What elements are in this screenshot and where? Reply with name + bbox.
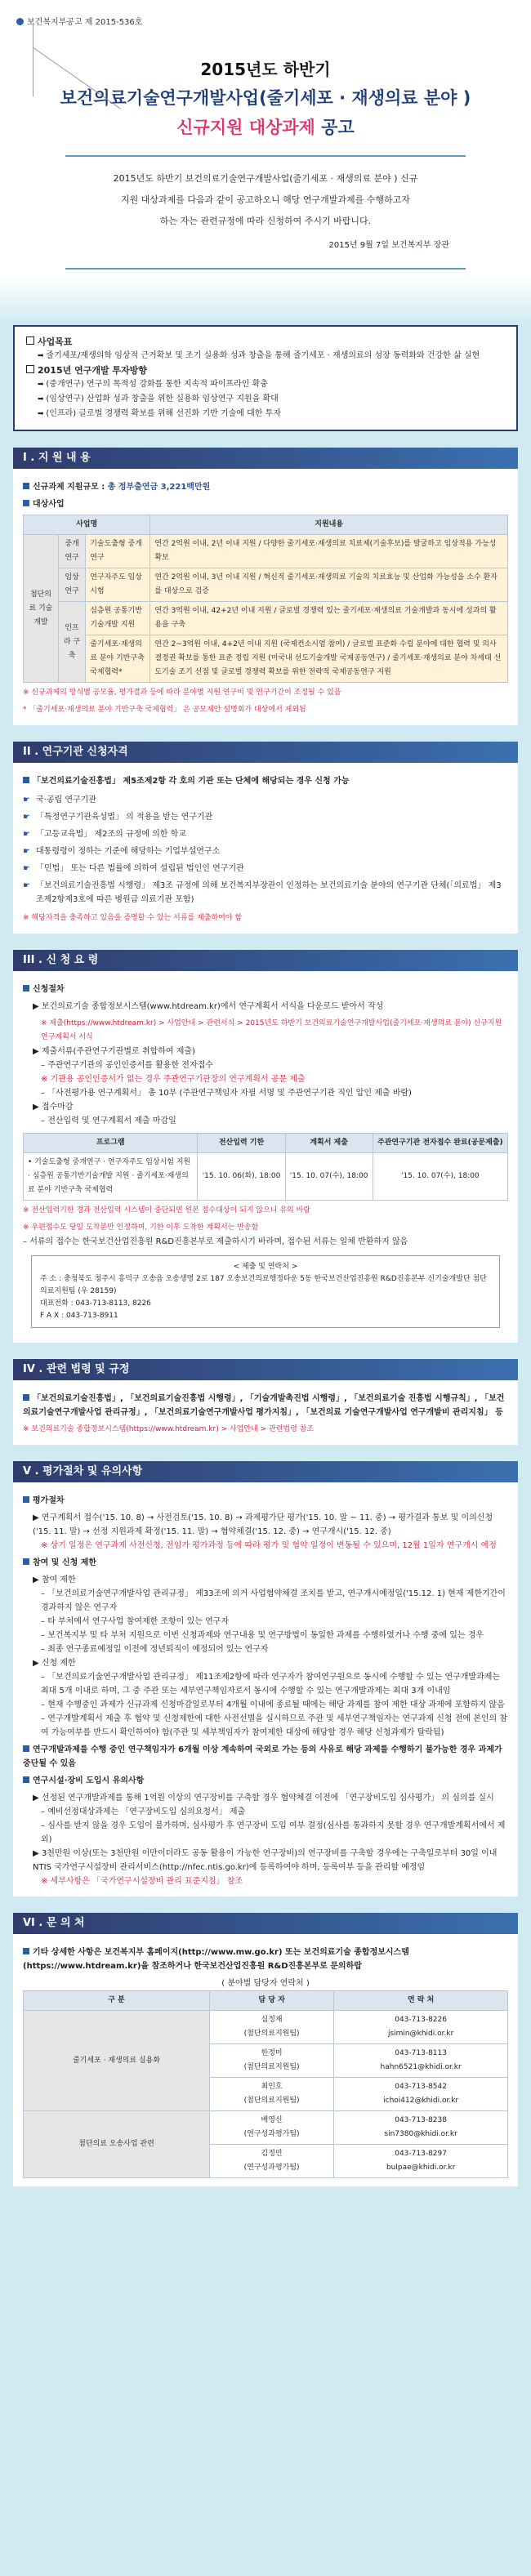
square-icon <box>23 1558 29 1565</box>
square-icon <box>23 500 29 506</box>
square-icon <box>26 365 34 373</box>
section-title: I . 지 원 내 용 <box>13 448 518 469</box>
section-application: III . 신 청 요 령 신청절차 ▶ 보건의료기술 종합정보시스템(www.htdream.kr)에서 연구계획서 서식을 다운로드 받아서 작성 ※ 제출(https://www.htdream.kr) > 사업안내 > 관련서식 > 2015년도 하반기 보건의료기술연구개발사업(줄기세포·재생의료 분야) 신규지원 연구계획서 서식 ▶ 제출서류(주관연구기관별로 취합하여 제출) – 주관연구기관의 공인인증서를 활용한 전자접수 ※ 기관용 공인인증서가 없는 경우 주관연구기관장의 연구계획서 공문 제출 – 「사전평가용 연구계획서」 총 10부 (주관연구책임자 자필 서명 및 주관연구기관 직인 압인 제출 바람) ▶ 접수마감 – 전산입력 및 연구계획서 제출 마감일 프로그램 전산입력 기한 계획서 제출 주관연구기관 전자접수 완료(공문제출) • 기술도출형 중개연구 · 연구자주도 임상시험 지원 · 심층원 공통기반기술개발 지원 · 줄기세포·재생의료 분야 기반구축 국제협력 '15. 10. 06(화), 18:00 '15. 10. 07(수), 18:00 '15. 10. 07(수), 18:00 ※ 전산입력기한 경과 전산입력 시스템이 중단되면 원본 접수대상이 되지 않으니 유의 바람 ※ 우편접수도 당일 도착분만 인정하며, 기한 이후 도착한 계획서는 반송함 – 서류의 접수는 한국보건산업진흥원 R&D진흥본부로 제출하시기 바라며, 접수된 서류는 일체 반환하지 않음 < 제출 및 연락처 > 주 소 : 충청북도 청주시 흥덕구 오송읍 오송생명 2로 187 오송보건의료행정타운 5동 한국보건산업진흥원 R&D진흥본부 신기술개발단 첨단의료지원팀 (우 28159) 대표전화 : 043-713-8113, 8226 F A X : 043-713-8911 <box>13 950 518 1343</box>
square-icon <box>23 1496 29 1503</box>
title-line-2: 보건의료기술연구개발사업(줄기세포 · 재생의료 분야 ) <box>60 88 471 108</box>
section-title: V . 평가절차 및 유의사항 <box>13 1461 518 1482</box>
square-icon <box>23 1776 29 1783</box>
square-icon <box>23 1948 29 1954</box>
decorative-lines <box>33 23 148 96</box>
square-icon <box>23 985 29 992</box>
support-table: 사업명 지원내용 첨단의료 기술개발 중개연구 기술도출형 중개연구 연간 2억원 이내, 2년 이내 지원 / 다양한 줄기세포·재생의료 치료제(기술후보)를 발굴하고 임상적용 가능성 확보 임상연구 연구자주도 임상시험 연간 2억원 이내, 3년 이내 지원 / 혁신적 줄기세포·재생의료 기술의 치료효능 및 산업화 가능성을 소수 환자를 대상으로 검증 인프라 구축 심층원 공통기반 기술개발 지원 연간 3억원 이내, 42+2년 이내 지원 / 글로벌 경쟁력 있는 줄기세포·재생의료 기술개발과 동시에 성과의 활용을 구축 줄기세포·재생의료 분야 기반구축 국제협력* 연간 2~3억원 이내, 4+2년 이내 지원 (국제컨소시엄 참여) / 글로벌 표준화 수립 분야에 대한 협력 및 의사결정권 확보를 통한 표준 정립 지원 (미국내 선도기술개발 국제공동연구) / 줄기세포·재생의료 분야 차세대 선도기술 조기 선점 및 글로벌 경쟁력 확보를 위한 전략적 국제공동연구 지원 <box>23 515 508 683</box>
section-support: I . 지 원 내 용 신규과제 지원규모 : 총 정부출연금 3,221백만원 대상사업 사업명 지원내용 첨단의료 기술개발 중개연구 기술도출형 중개연구 연간 2억원 이내, 2년 이내 지원 / 다양한 줄기세포·재생의료 치료제(기술후보)를 발굴하고 임상적용 가능성 확보 임상연구 연구자주도 임상시험 연간 2억원 이내, 3년 이내 지원 / 혁신적 줄기세포·재생의료 기술의 치료효능 및 산업화 가능성을 소수 환자를 대상으로 검증 인프라 구축 심층원 공통기반 기술개발 지원 연간 3억원 이내, 42+2년 이내 지원 / 글로벌 경쟁력 있는 줄기세포·재생의료 기술개발과 동시에 성과의 활용을 구축 줄기세포·재생의료 분야 기반구축 국제협력* 연간 2~3억원 이내, 4+2년 이내 지원 (국제컨소시엄 참여) / 글로벌 표준화 수립 분야에 대한 협력 및 의사결정권 확보를 통한 표준 정립 지원 (미국내 선도기술개발 국제공동연구) / 줄기세포·재생의료 분야 차세대 선도기술 조기 선점 및 글로벌 경쟁력 확보를 위한 전략적 국제공동연구 지원 ※ 신규과제의 방식별 공모율, 평가결과 등에 따라 분야별 지원 연구비 및 연구기간이 조정될 수 있음 * 「줄기세포·재생의료 분야 기반구축 국제협력」 은 공모제안 설명회가 대상에서 제외됨 <box>13 448 518 725</box>
title-line-1: 2015년도 하반기 <box>200 60 331 79</box>
intro-date: 2015년 9월 7일 보건복지부 장관 <box>328 241 449 250</box>
section-contact: VI . 문 의 처 기타 상세한 사항은 보건복지부 홈페이지(http://www.mw.go.kr) 또는 보건의료기술 종합정보시스템(https://www.htdream.kr)을 참조하거나 한국보건산업진흥원 R&D진흥본부로 문의하랍 ( 분야별 담당자 연락처 ) 구 분 담 당 자 연 락 처 줄기세포 · 재생의료 실용화 심정재 (첨단의료지원팀) 043-713-8226 jsimin@khidi.or.kr 한정미 (첨단의료지원팀) 043-713-8113 hahn6521@khidi.or.kr 최인호 (첨단의료지원팀) 043-713-8542 ichoi412@khidi.or.kr 첨단의료 오송사업 관련 배영신 (연구성과평가팀) 043-713-8238 sin7380@khidi.or.kr 김정민 (연구성과평가팀) 043-713-8297 bulpae@khidi.or.kr <box>13 1913 518 2186</box>
header <box>0 0 531 276</box>
section-regulations: IV . 관련 법령 및 규정 「보건의료기술진흥법」, 「보건의료기술진흥법 시행령」, 「기술개발촉진법 시행령」, 「보건의료기술 진흥법 시행규칙」, 「보건의료기술연구개발사업 관리규정」, 「보건의료기술연구개발사업 평가지침」, 「보건의료 기술연구개발사업 연구개발비 관리지침」 등 ※ 보건의료기술 종합정보시스템(https://www.htdream.kr) > 사업안내 > 관련법령 참조 <box>13 1359 518 1445</box>
notice-number: 보건복지부공고 제 2015-536호 <box>16 15 515 27</box>
eligibility-list: ☛ 국·공립 연구기관 ☛ 「특정연구기관육성법」 의 적용을 받는 연구기관 ☛ 「고등교육법」 제2조의 규정에 의한 학교 ☛ 대통령령이 정하는 기준에 해당하는 기업부설연구소 ☛ 「민법」 또는 다른 법률에 의하여 설립된 법인인 연구기관 ☛ 「보건의료기술진흥법 시행령」 제3조 규정에 의해 보건복지부장관이 인정하는 보건의료기술 분야의 연구기관 단체(「의료법」 제3조제2항제3호에 따른 병원급 의료기관 포함) <box>23 791 508 908</box>
section-title: VI . 문 의 처 <box>13 1913 518 1934</box>
square-icon <box>23 1394 29 1401</box>
section-title: IV . 관련 법령 및 규정 <box>13 1359 518 1380</box>
deadline-table: 프로그램 전산입력 기한 계획서 제출 주관연구기관 전자접수 완료(공문제출) • 기술도출형 중개연구 · 연구자주도 임상시험 지원 · 심층원 공통기반기술개발 지원 · 줄기세포·재생의료 분야 기반구축 국제협력 '15. 10. 06(화), 18:00 '15. 10. 07(수), 18:00 '15. 10. 07(수), 18:00 <box>23 1133 508 1201</box>
square-icon <box>23 777 29 783</box>
header-fade <box>0 276 531 325</box>
bullet-icon <box>16 18 24 25</box>
section-evaluation: V . 평가절차 및 유의사항 평가절차 ▶ 연구계획서 접수('15. 10. 8) → 사전검토('15. 10. 8) → 과제평가단 평가('15. 10. 말 ~ 11. 중) → 평가결과 통보 및 이의신청('15. 11. 말) → 선정 지원과제 확정('15. 11. 말) → 협약체결('15. 12. 중) → 연구개시('15. 12. 중) ※ 상기 일정은 연구과제 사전신청, 전임가 평가과정 등에 따라 평가 및 협약 일정이 변동될 수 있으며, 12월 1일자 연구개시 예정 참여 및 신청 제한 ▶ 참여 제한 – 「보건의료기술연구개발사업 관리규정」 제33조에 의거 사업협약체결 조치를 받고, 연구개시예정일('15.12. 1) 현재 제한기간이 경과하지 않은 연구자 – 타 부처에서 연구사업 참여제한 조항이 있는 연구자 – 보건복지부 및 타 부처 지원으로 이번 신청과제와 연구내용 및 연구방법이 동일한 과제를 수행하였거나 수행 중에 있는 경우 – 최종 연구종료예정일 이전에 정년퇴직이 예정되어 있는 연구자 ▶ 신청 제한 – 「보건의료기술연구개발사업 관리규정」 제11조제2항에 따라 연구자가 참여연구원으로 동시에 수행할 수 있는 연구개발과제는 최대 5개 이내로 하며, 그 중 주관 또는 세부연구책임자로서 동시에 수행할 수 있는 연구개발과제는 최대 3개 이내임 – 현재 수행중인 과제가 신규과제 신청마감일로부터 4개월 이내에 종료될 때에는 해당 과제를 참여 제한 대상 과제에 포함하지 않음 – 연구개발계획서 제출 후 협약 및 신청제한에 대한 사전선별을 실시하므로 주관 및 세부연구책임자는 연구과제 신청 전에 본인의 참여 가능여부를 반드시 확인하여야 함(주관 및 세부책임자가 참여제한 대상에 해당할 경우 해당 신청과제가 탈락됨) 연구개발과제를 수행 중인 연구책임자가 6개월 이상 계속하여 국외로 가는 등의 사유로 해당 과제를 수행하기 불가능한 경우 과제가 중단될 수 있음 연구시설·장비 도입시 유의사항 ▶ 선정된 연구개발과제를 통해 1억원 이상의 연구장비를 구축할 경우 협약체결 이전에 「연구장비도입 심사평가」 의 심의를 실시 – 예비선정대상과제는 「연구장비도입 심의요청서」 제출 – 심사를 받지 않을 경우 도입이 불가하며, 심사평가 후 연구장비 도입 여부 결정(심사를 통과하지 못할 경우 연구개발계획서에서 제외) ▶ 3천만원 이상(또는 3천만원 이만이더라도 공동 활용이 가능한 연구장비)의 연구장비를 구축할 경우에는 구축일로부터 30일 이내 NTIS 국가연구시설장비 관리서비스(http://nfec.ntis.go.kr)에 등록하여야 하며, 등록여부 등을 관리할 예정임 ※ 세부사항은 「국가연구시설장비 관리 표준지침」 참조 <box>13 1461 518 1896</box>
section-title: III . 신 청 요 령 <box>13 950 518 971</box>
section-eligibility: II . 연구기관 신청자격 「보건의료기술진흥법」 제5조제2항 각 호의 기관 또는 단체에 해당되는 경우 신청 가능 ☛ 국·공립 연구기관 ☛ 「특정연구기관육성법」 의 적용을 받는 연구기관 ☛ 「고등교육법」 제2조의 규정에 의한 학교 ☛ 대통령령이 정하는 기준에 해당하는 기업부설연구소 ☛ 「민법」 또는 다른 법률에 의하여 설립된 법인인 연구기관 ☛ 「보건의료기술진흥법 시행령」 제3조 규정에 의해 보건복지부장관이 인정하는 보건의료기술 분야의 연구기관 단체(「의료법」 제3조제2항제3호에 따른 병원급 의료기관 포함) ※ 해당자격을 충족하고 있음을 증명할 수 있는 서류를 제출하여야 함 <box>13 742 518 934</box>
square-icon <box>23 1745 29 1752</box>
square-icon <box>26 336 34 345</box>
overview-box: 사업목표 ➡ 줄기세포/재생의학 임상적 근거확보 및 조기 실용화 성과 창출을 통해 줄기세포 · 재생의료의 성장 동력화와 건강한 삶 실현 2015년 연구개발 투자방향 ➡ (중개연구) 연구의 목적성 강화를 통한 지속적 파이프라인 확충 ➡ (임상연구) 산업화 성과 창출을 위한 실용화 임상연구 지원을 확대 ➡ (인프라) 글로벌 경쟁력 확보를 위해 선진화 기반 기술에 대한 투자 <box>13 325 518 431</box>
section-title: II . 연구기관 신청자격 <box>13 742 518 763</box>
square-icon <box>23 483 29 489</box>
title-line-3: 신규지원 대상과제 공고 <box>176 118 355 137</box>
address-box: < 제출 및 연락처 > 주 소 : 충청북도 청주시 흥덕구 오송읍 오송생명 2로 187 오송보건의료행정타운 5동 한국보건산업진흥원 R&D진흥본부 신기술개발단 첨단의료지원팀 (우 28159) 대표전화 : 043-713-8113, 8226 F A X : 043-713-8911 <box>31 1255 500 1328</box>
contact-table: 구 분 담 당 자 연 락 처 줄기세포 · 재생의료 실용화 심정재 (첨단의료지원팀) 043-713-8226 jsimin@khidi.or.kr 한정미 (첨단의료지원팀) 043-713-8113 hahn6521@khidi.or.kr 최인호 (첨단의료지원팀) 043-713-8542 ichoi412@khidi.or.kr 첨단의료 오송사업 관련 배영신 (연구성과평가팀) 043-713-8238 sin7380@khidi.or.kr 김정민 (연구성과평가팀) 043-713-8297 bulpae@khidi.or.kr <box>23 1990 508 2178</box>
intro-box: 2015년도 하반기 보건의료기술연구개발사업(줄기세포 · 재생의료 분야 ) 신규 지원 대상과제를 다음과 같이 공고하오니 해당 연구개발과제를 수행하고자 하는 자는 관련규정에 따라 신청하여 주시기 바랍니다. 2015년 9월 7일 보건복지부 장관 <box>65 155 466 270</box>
